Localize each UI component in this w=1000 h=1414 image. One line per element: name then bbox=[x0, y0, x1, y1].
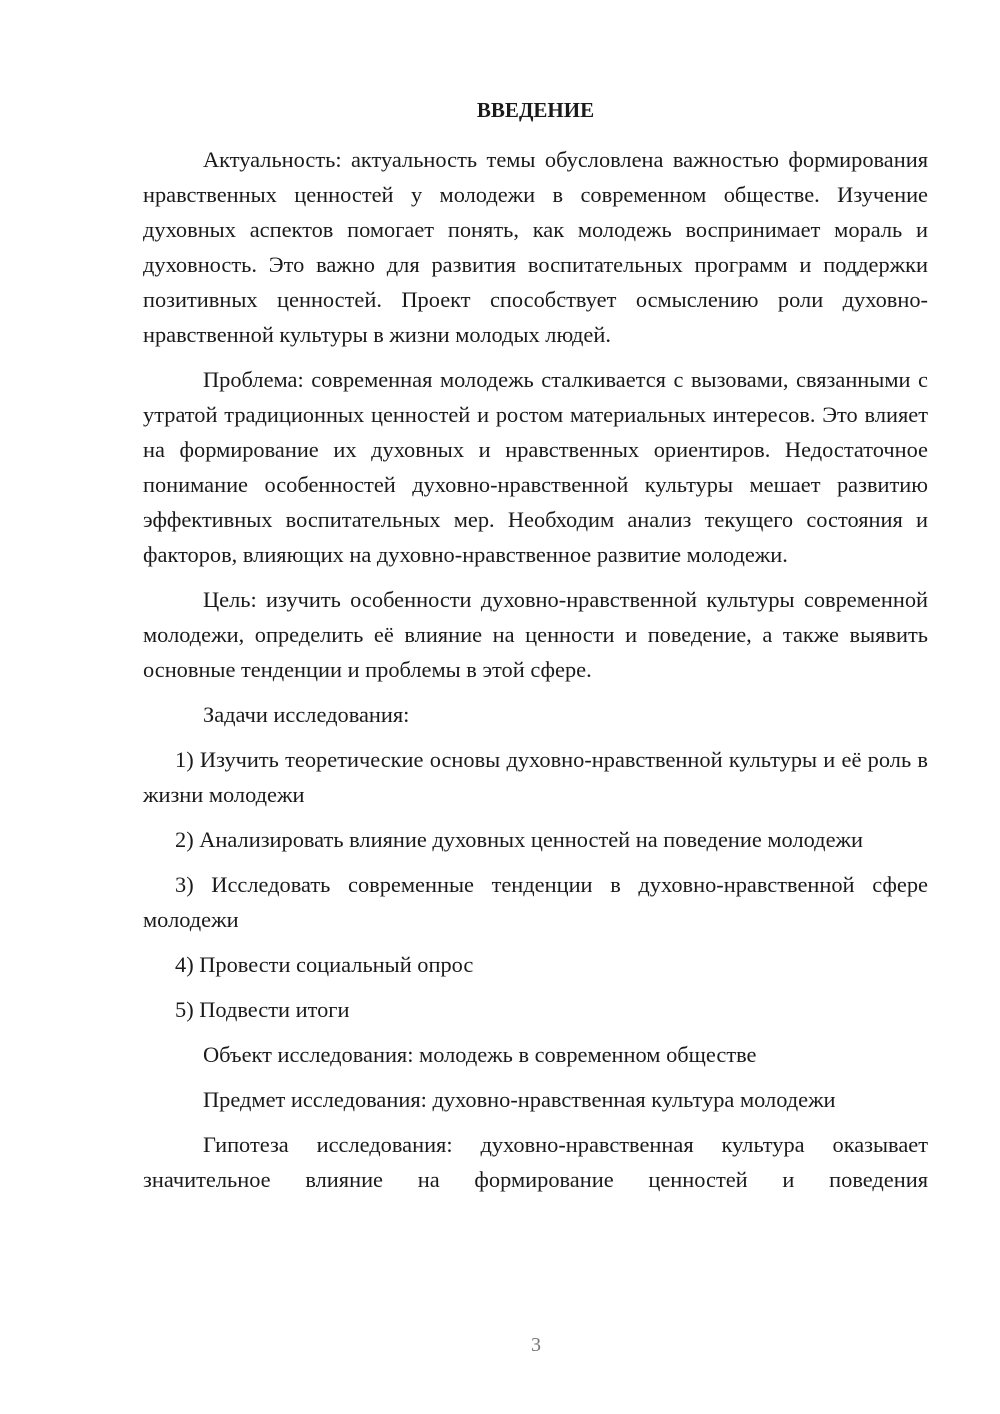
page-number: 3 bbox=[531, 1334, 541, 1356]
tasks-title: Задачи исследования: bbox=[203, 702, 410, 727]
problem-paragraph: Проблема: современная молодежь сталкивается с вызовами, связанными с утратой традиционных ценностей и ростом материальных интересов. Это влияет на формирование их духовных и нравственных ориентиров. Недостаточное понимание особенностей духовно-нравственной культуры мешает развитию эффективных воспитательных мер. Необходим анализ текущего состояния и факторов, влияющих на духовно-нравственное развитие молодежи. bbox=[143, 367, 928, 567]
subject-paragraph: Предмет исследования: духовно-нравственная культура молодежи bbox=[203, 1087, 836, 1112]
document-body bbox=[143, 93, 928, 1207]
task-item: 5) Подвести итоги bbox=[175, 997, 350, 1022]
section-heading: ВВЕДЕНИЕ bbox=[476, 98, 595, 122]
hypothesis-paragraph: Гипотеза исследования: духовно-нравственная культура оказывает значительное влияние на формирование ценностей и поведения bbox=[143, 1132, 928, 1192]
relevance-paragraph: Актуальность: актуальность темы обусловлена важностью формирования нравственных ценностей у молодежи в современном обществе. Изучение духовных аспектов помогает понять, как молодежь воспринимает мораль и духовность. Это важно для развития воспитательных программ и поддержки позитивных ценностей. Проект способствует осмыслению роли духовно-нравственной культуры в жизни молодых людей. bbox=[143, 147, 928, 347]
task-item: 4) Провести социальный опрос bbox=[175, 952, 474, 977]
task-item: 2) Анализировать влияние духовных ценностей на поведение молодежи bbox=[175, 827, 863, 852]
task-item: 3) Исследовать современные тенденции в духовно-нравственной сфере молодежи bbox=[143, 872, 928, 932]
goal-paragraph: Цель: изучить особенности духовно-нравственной культуры современной молодежи, определить её влияние на ценности и поведение, а также выявить основные тенденции и проблемы в этой сфере. bbox=[143, 587, 928, 682]
task-item: 1) Изучить теоретические основы духовно-нравственной культуры и её роль в жизни молодежи bbox=[143, 747, 928, 807]
object-paragraph: Объект исследования: молодежь в современном обществе bbox=[203, 1042, 757, 1067]
